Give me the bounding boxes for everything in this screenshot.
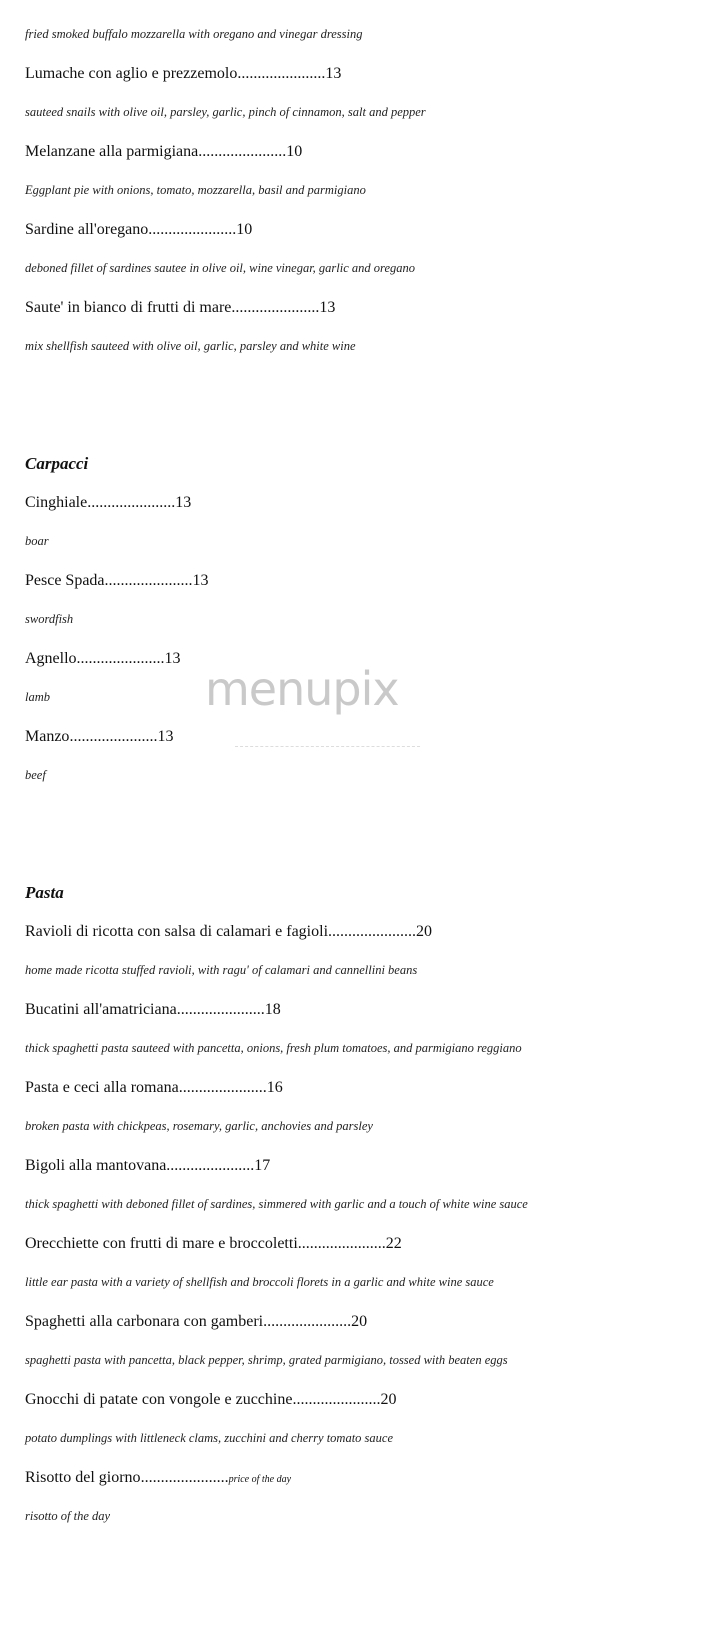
item-name: Sardine all'oregano	[25, 221, 149, 238]
item-price: 10	[236, 221, 253, 238]
item-description: home made ricotta stuffed ravioli, with ragu' of calamari and cannellini beans	[25, 963, 418, 977]
item-price: 13	[175, 494, 192, 511]
item-description: risotto of the day	[25, 1509, 111, 1523]
menu-item	[25, 132, 708, 171]
item-leader-dots: ......................	[148, 221, 237, 238]
menu-item	[25, 717, 708, 756]
menu-item	[25, 1146, 708, 1185]
item-leader-dots: ......................	[292, 1391, 381, 1408]
item-price: 13	[164, 650, 181, 667]
item-price: 13	[319, 299, 336, 316]
item-price: 13	[325, 65, 342, 82]
item-leader-dots: ......................	[178, 1079, 267, 1096]
item-name: Risotto del giorno	[25, 1469, 141, 1486]
menu-item	[25, 990, 708, 1029]
menu-page	[25, 15, 708, 1536]
item-name: Melanzane alla parmigiana	[25, 143, 199, 160]
watermark-text: menupix	[205, 662, 399, 716]
item-name: Gnocchi di patate con vongole e zucchine	[25, 1391, 293, 1408]
menu-item	[25, 912, 708, 951]
menu-item	[25, 1068, 708, 1107]
item-leader-dots: ......................	[237, 65, 326, 82]
item-price: 17	[254, 1157, 271, 1174]
item-name: Bigoli alla mantovana	[25, 1157, 167, 1174]
item-name: Bucatini all'amatriciana	[25, 1001, 177, 1018]
item-description: thick spaghetti pasta sauteed with pancetta, onions, fresh plum tomatoes, and parmigiano reggiano	[25, 1041, 522, 1055]
menu-item	[25, 483, 708, 522]
section-gap	[25, 366, 708, 444]
item-name: Agnello	[25, 650, 77, 667]
item-leader-dots: ......................	[297, 1235, 386, 1252]
item-name: Cinghiale	[25, 494, 88, 511]
menu-item	[25, 1458, 708, 1497]
item-leader-dots: ......................	[176, 1001, 265, 1018]
section-heading-pasta: Pasta	[25, 883, 64, 902]
item-name: Pesce Spada	[25, 572, 105, 589]
section-gap	[25, 795, 708, 873]
item-description: Eggplant pie with onions, tomato, mozzarella, basil and parmigiano	[25, 183, 366, 197]
item-price: 20	[380, 1391, 397, 1408]
item-description: deboned fillet of sardines sautee in olive oil, wine vinegar, garlic and oregano	[25, 261, 415, 275]
item-leader-dots: ......................	[231, 299, 320, 316]
item-description: beef	[25, 768, 46, 782]
item-leader-dots: ......................	[328, 923, 417, 940]
item-leader-dots: ......................	[166, 1157, 255, 1174]
item-price: 13	[157, 728, 174, 745]
item-description: lamb	[25, 690, 50, 704]
item-name: Orecchiette con frutti di mare e broccoletti	[25, 1235, 298, 1252]
menu-item	[25, 210, 708, 249]
item-description: fried smoked buffalo mozzarella with oregano and vinegar dressing	[25, 27, 363, 41]
item-price: 20	[416, 923, 433, 940]
item-leader-dots: ......................	[263, 1313, 352, 1330]
item-price: 13	[192, 572, 209, 589]
item-price: 20	[351, 1313, 368, 1330]
item-description: potato dumplings with littleneck clams, zucchini and cherry tomato sauce	[25, 1431, 393, 1445]
section-heading-carpacci: Carpacci	[25, 454, 89, 473]
item-description: mix shellfish sauteed with olive oil, garlic, parsley and white wine	[25, 339, 356, 353]
item-description: broken pasta with chickpeas, rosemary, garlic, anchovies and parsley	[25, 1119, 373, 1133]
item-description: swordfish	[25, 612, 74, 626]
menu-item	[25, 1302, 708, 1341]
menu-item	[25, 1224, 708, 1263]
item-description: spaghetti pasta with pancetta, black pepper, shrimp, grated parmigiano, tossed with beaten eggs	[25, 1353, 508, 1367]
item-name: Spaghetti alla carbonara con gamberi	[25, 1313, 264, 1330]
item-leader-dots: ......................	[104, 572, 193, 589]
item-name: Manzo	[25, 728, 70, 745]
menu-item	[25, 639, 708, 678]
item-leader-dots: ......................	[69, 728, 158, 745]
item-description: boar	[25, 534, 49, 548]
item-price: 22	[385, 1235, 402, 1252]
item-leader-dots: ......................	[198, 143, 287, 160]
item-name: Ravioli di ricotta con salsa di calamari e fagioli	[25, 923, 329, 940]
item-price: 10	[286, 143, 303, 160]
menu-item	[25, 1380, 708, 1419]
item-description: little ear pasta with a variety of shellfish and broccoli florets in a garlic and white wine sauce	[25, 1275, 494, 1289]
menu-item	[25, 288, 708, 327]
item-name: Saute' in bianco di frutti di mare	[25, 299, 232, 316]
item-leader-dots: ......................	[76, 650, 165, 667]
item-price: price of the day	[228, 1474, 292, 1485]
item-description: thick spaghetti with deboned fillet of sardines, simmered with garlic and a touch of white wine sauce	[25, 1197, 528, 1211]
item-price: 18	[264, 1001, 281, 1018]
menu-item	[25, 54, 708, 93]
item-name: Lumache con aglio e prezzemolo	[25, 65, 238, 82]
item-leader-dots: ......................	[87, 494, 176, 511]
item-description: sauteed snails with olive oil, parsley, garlic, pinch of cinnamon, salt and pepper	[25, 105, 426, 119]
item-price: 16	[266, 1079, 283, 1096]
item-leader-dots: ......................	[140, 1469, 229, 1486]
menu-item	[25, 561, 708, 600]
item-name: Pasta e ceci alla romana	[25, 1079, 179, 1096]
